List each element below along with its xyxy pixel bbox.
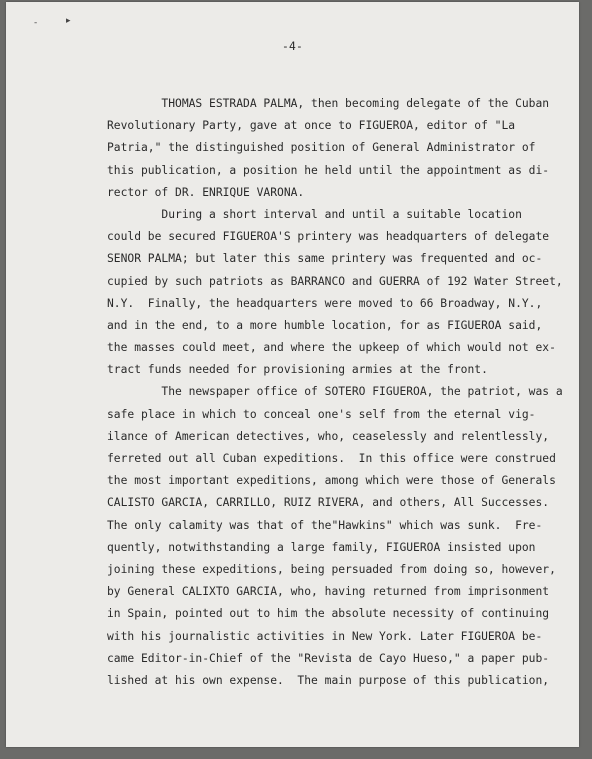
text-line: rector of DR. ENRIQUE VARONA. bbox=[107, 185, 305, 199]
text-line: ferreted out all Cuban expeditions. In this office were construed bbox=[107, 452, 556, 465]
text-line: The newspaper office of SOTERO FIGUEROA, the patriot, was a bbox=[107, 385, 563, 399]
text-line: came Editor-in-Chief of the "Revista de Cayo Hueso," a paper pub- bbox=[107, 651, 550, 665]
text-line: cupied by such patriots as BARRANCO and GUERRA of 192 Water Street, bbox=[107, 274, 563, 288]
typed-body-text bbox=[107, 93, 563, 692]
page-number: -4- bbox=[281, 40, 303, 53]
text-line: ilance of American detectives, who, ceaselessly and relentlessly, bbox=[107, 429, 550, 443]
text-line: The only calamity was that of the"Hawkins" which was sunk. Fre- bbox=[107, 518, 543, 532]
text-line: Revolutionary Party, gave at once to FIGUEROA, editor of "La bbox=[107, 119, 516, 133]
text-line: SENOR PALMA; but later this same printery was frequented and oc- bbox=[107, 252, 543, 266]
text-line: the most important expeditions, among which were those of Generals bbox=[107, 474, 556, 488]
text-line: N.Y. Finally, the headquarters were moved to 66 Broadway, N.Y., bbox=[107, 296, 543, 310]
text-line: quently, notwithstanding a large family, FIGUEROA insisted upon bbox=[107, 540, 536, 554]
text-line: During a short interval and until a suitable location bbox=[107, 207, 522, 221]
text-line: safe place in which to conceal one's self from the eternal vig- bbox=[107, 407, 536, 421]
text-line: lished at his own expense. The main purpose of this publication, bbox=[107, 673, 550, 687]
text-line: joining these expeditions, being persuaded from doing so, however, bbox=[107, 562, 556, 576]
text-line: CALISTO GARCIA, CARRILLO, RUIZ RIVERA, and others, All Successes. bbox=[107, 496, 550, 510]
text-line: in Spain, pointed out to him the absolute necessity of continuing bbox=[107, 607, 550, 621]
margin-mark: - bbox=[34, 18, 38, 28]
text-line: by General CALIXTO GARCIA, who, having returned from imprisonment bbox=[107, 585, 550, 599]
text-line: and in the end, to a more humble location, for as FIGUEROA said, bbox=[107, 318, 543, 332]
text-line: THOMAS ESTRADA PALMA, then becoming delegate of the Cuban bbox=[107, 97, 550, 110]
text-line: tract funds needed for provisioning armies at the front. bbox=[107, 363, 488, 377]
text-line: Patria," the distinguished position of General Administrator of bbox=[107, 141, 536, 155]
margin-mark: ▸ bbox=[66, 16, 71, 26]
text-line: could be secured FIGUEROA'S printery was headquarters of delegate bbox=[107, 230, 550, 244]
text-line: this publication, a position he held until the appointment as di- bbox=[107, 163, 550, 177]
text-line: with his journalistic activities in New York. Later FIGUEROA be- bbox=[107, 629, 543, 643]
document-page bbox=[6, 2, 579, 747]
text-line: the masses could meet, and where the upkeep of which would not ex- bbox=[107, 341, 556, 355]
